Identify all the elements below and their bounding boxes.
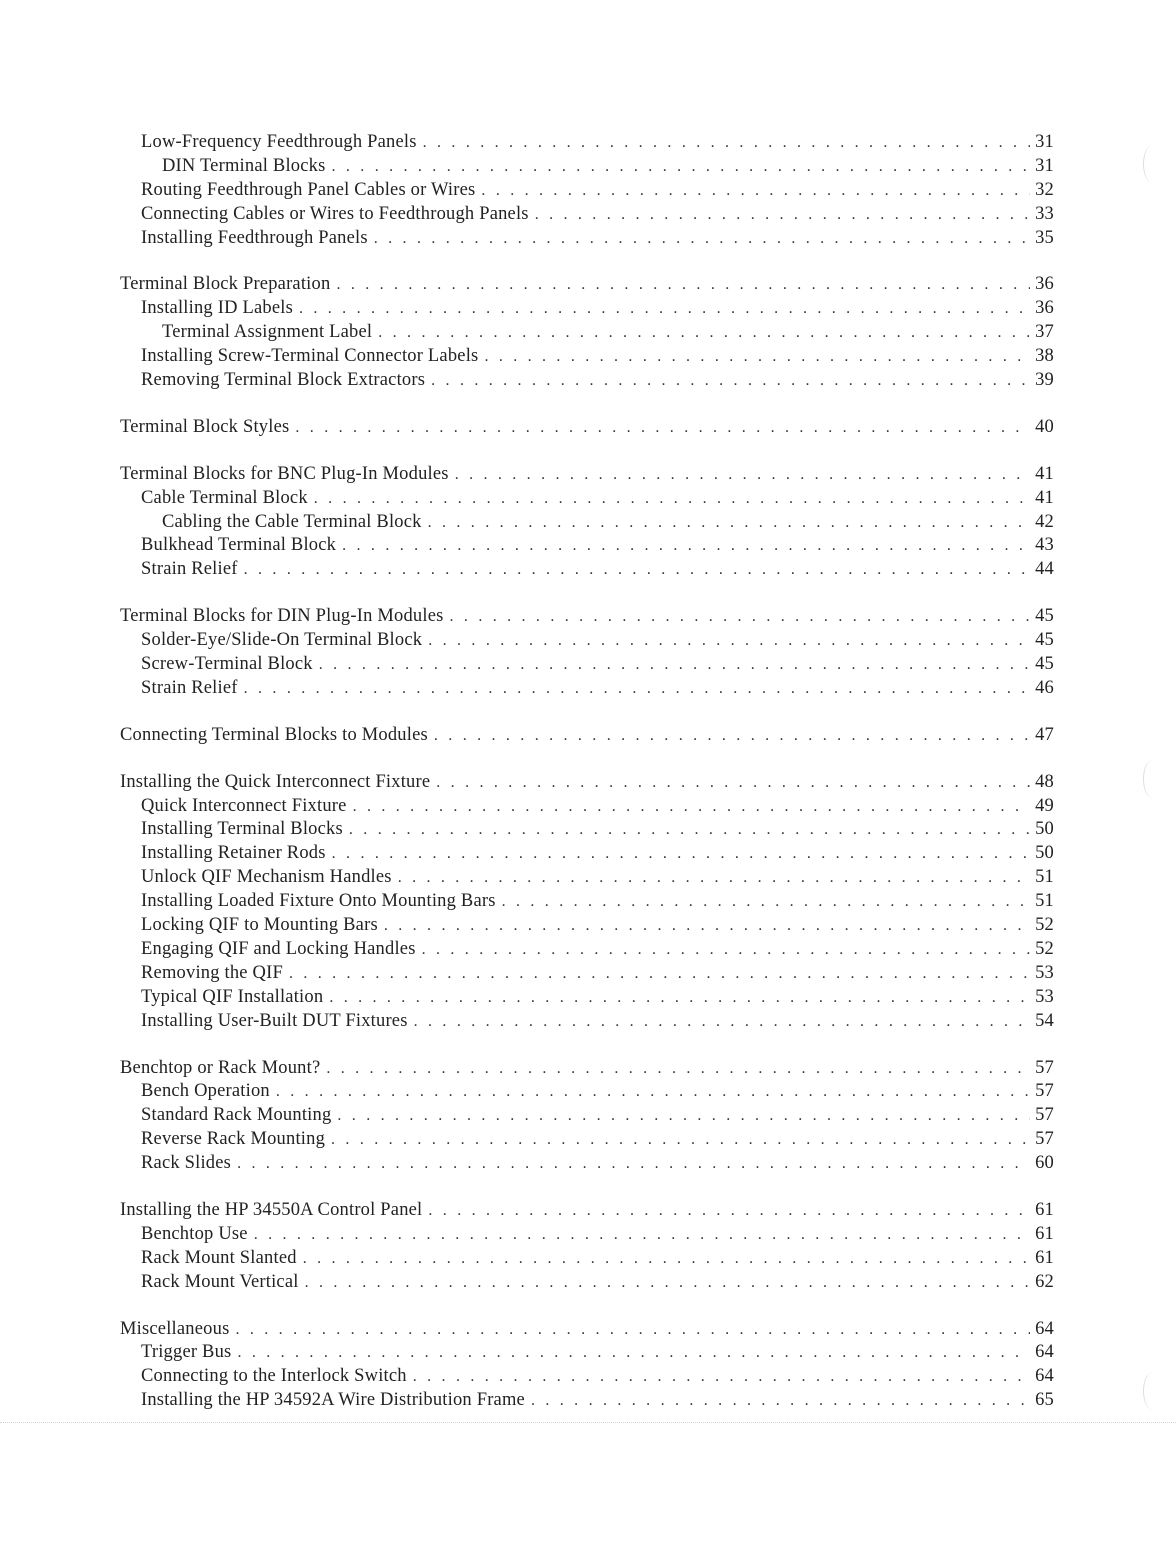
toc-entry-title: Strain Relief <box>141 677 238 698</box>
toc-entry[interactable] <box>120 179 1054 203</box>
toc-section <box>120 131 1054 250</box>
dot-leader <box>303 1247 1030 1271</box>
toc-entry-page-number: 64 <box>1035 1318 1054 1339</box>
toc-entry[interactable] <box>120 1152 1054 1176</box>
toc-entry-title: Installing Terminal Blocks <box>141 819 343 840</box>
toc-entry-title: Installing Retainer Rods <box>141 843 326 864</box>
toc-entry-title: Routing Feedthrough Panel Cables or Wires <box>141 179 476 200</box>
dot-leader <box>423 131 1030 155</box>
toc-entry-title: Installing the Quick Interconnect Fixture <box>120 771 431 792</box>
toc-entry-page-number: 37 <box>1035 322 1054 343</box>
toc-entry-page-number: 44 <box>1035 559 1054 580</box>
toc-entry-title: Benchtop Use <box>141 1223 248 1244</box>
toc-entry-title: Terminal Assignment Label <box>162 322 373 343</box>
toc-entry[interactable] <box>120 1223 1054 1247</box>
toc-entry[interactable] <box>120 1365 1054 1389</box>
toc-entry-page-number: 52 <box>1035 938 1054 959</box>
toc-entry-page-number: 61 <box>1035 1247 1054 1268</box>
dot-leader <box>276 1080 1030 1104</box>
toc-entry[interactable] <box>120 1080 1054 1104</box>
dot-leader <box>314 487 1030 511</box>
dot-leader <box>502 890 1030 914</box>
toc-section <box>120 724 1054 748</box>
toc-entry-title: Typical QIF Installation <box>141 986 324 1007</box>
toc-entry[interactable] <box>120 463 1054 487</box>
dot-leader <box>289 962 1030 986</box>
toc-entry-title: Connecting Terminal Blocks to Modules <box>120 724 428 745</box>
toc-entry-title: Low-Frequency Feedthrough Panels <box>141 132 417 152</box>
dot-leader <box>422 938 1030 962</box>
dot-leader <box>332 155 1031 179</box>
toc-entry-page-number: 38 <box>1035 346 1054 367</box>
toc-entry-page-number: 60 <box>1035 1153 1054 1174</box>
toc-entry-page-number: 39 <box>1035 370 1054 391</box>
toc-entry-title: Removing the QIF <box>141 962 283 983</box>
dot-leader <box>319 653 1030 677</box>
toc-entry[interactable] <box>120 1341 1054 1365</box>
toc-section <box>120 1199 1054 1295</box>
toc-entry[interactable] <box>120 1199 1054 1223</box>
binder-hole-mark-top <box>1143 145 1162 183</box>
toc-entry[interactable] <box>120 1271 1054 1295</box>
toc-entry-page-number: 36 <box>1035 274 1054 295</box>
dot-leader <box>305 1271 1030 1295</box>
dot-leader <box>378 321 1030 345</box>
toc-entry-title: Bulkhead Terminal Block <box>141 535 337 556</box>
toc-entry[interactable] <box>120 1010 1054 1034</box>
dot-leader <box>484 345 1030 369</box>
toc-entry[interactable] <box>120 1104 1054 1128</box>
toc-section <box>120 1318 1054 1414</box>
toc-entry-page-number: 35 <box>1035 227 1054 248</box>
binder-hole-mark-middle <box>1143 760 1162 798</box>
dot-leader <box>531 1389 1030 1413</box>
toc-entry-title: Engaging QIF and Locking Handles <box>141 938 416 959</box>
toc-entry-title: Cable Terminal Block <box>141 487 308 508</box>
toc-entry[interactable] <box>120 629 1054 653</box>
toc-entry[interactable] <box>120 297 1054 321</box>
toc-entry-title: DIN Terminal Blocks <box>162 155 326 176</box>
dot-leader <box>374 227 1030 251</box>
toc-entry[interactable] <box>120 321 1054 345</box>
toc-entry-page-number: 57 <box>1035 1105 1054 1126</box>
toc-entry-page-number: 57 <box>1035 1129 1054 1150</box>
dot-leader <box>326 1057 1030 1081</box>
toc-entry-title: Installing Loaded Fixture Onto Mounting Bars <box>141 891 496 912</box>
toc-entry-page-number: 61 <box>1035 1199 1054 1220</box>
toc-entry-title: Installing the HP 34550A Control Panel <box>120 1199 423 1220</box>
dot-leader <box>349 818 1030 842</box>
table-of-contents <box>120 131 1054 1436</box>
dot-leader <box>244 677 1030 701</box>
toc-entry-page-number: 45 <box>1035 630 1054 651</box>
toc-section <box>120 416 1054 440</box>
dot-leader <box>353 795 1030 819</box>
toc-entry[interactable] <box>120 558 1054 582</box>
toc-entry-title: Connecting Cables or Wires to Feedthrough Panels <box>141 203 529 224</box>
toc-entry-title: Installing ID Labels <box>141 298 293 319</box>
toc-section <box>120 1057 1054 1176</box>
toc-entry-page-number: 54 <box>1035 1010 1054 1031</box>
toc-entry-page-number: 61 <box>1035 1223 1054 1244</box>
toc-entry[interactable] <box>120 155 1054 179</box>
toc-entry[interactable] <box>120 605 1054 629</box>
toc-entry-page-number: 62 <box>1035 1271 1054 1292</box>
toc-section <box>120 771 1054 1034</box>
toc-entry-title: Installing Feedthrough Panels <box>141 227 368 248</box>
toc-entry-page-number: 31 <box>1035 132 1054 152</box>
dot-leader <box>295 416 1030 440</box>
toc-entry-title: Unlock QIF Mechanism Handles <box>141 867 392 888</box>
toc-entry[interactable] <box>120 1247 1054 1271</box>
toc-entry-page-number: 43 <box>1035 535 1054 556</box>
toc-entry-title: Solder-Eye/Slide-On Terminal Block <box>141 630 423 651</box>
toc-entry-page-number: 32 <box>1035 179 1054 200</box>
toc-entry-title: Bench Operation <box>141 1081 270 1102</box>
dot-leader <box>337 1104 1030 1128</box>
toc-entry-page-number: 49 <box>1035 795 1054 816</box>
toc-entry-title: Terminal Blocks for DIN Plug-In Modules <box>120 606 444 627</box>
toc-entry[interactable] <box>120 962 1054 986</box>
toc-entry-title: Terminal Block Preparation <box>120 274 331 295</box>
toc-entry-page-number: 42 <box>1035 511 1054 532</box>
toc-entry[interactable] <box>120 273 1054 297</box>
dot-leader <box>342 534 1030 558</box>
toc-entry-page-number: 57 <box>1035 1081 1054 1102</box>
dot-leader <box>329 986 1030 1010</box>
toc-entry[interactable] <box>120 653 1054 677</box>
dot-leader <box>455 463 1030 487</box>
toc-entry-title: Terminal Blocks for BNC Plug-In Modules <box>120 463 449 484</box>
dot-leader <box>481 179 1030 203</box>
toc-entry-title: Benchtop or Rack Mount? <box>120 1057 321 1078</box>
toc-entry[interactable] <box>120 986 1054 1010</box>
toc-entry[interactable] <box>120 724 1054 748</box>
toc-entry-page-number: 33 <box>1035 203 1054 224</box>
toc-entry-title: Rack Slides <box>141 1153 232 1174</box>
toc-entry-title: Locking QIF to Mounting Bars <box>141 915 378 936</box>
toc-entry-title: Standard Rack Mounting <box>141 1105 332 1126</box>
toc-entry[interactable] <box>120 1389 1054 1413</box>
toc-entry[interactable] <box>120 914 1054 938</box>
toc-entry-title: Miscellaneous <box>120 1318 230 1339</box>
toc-entry-page-number: 53 <box>1035 962 1054 983</box>
toc-entry[interactable] <box>120 131 1054 155</box>
dot-leader <box>450 605 1030 629</box>
dot-leader <box>331 1128 1030 1152</box>
toc-entry[interactable] <box>120 677 1054 701</box>
toc-entry-page-number: 45 <box>1035 654 1054 675</box>
toc-entry-title: Installing the HP 34592A Wire Distribution Frame <box>141 1390 525 1411</box>
dot-leader <box>237 1341 1030 1365</box>
dot-leader <box>535 203 1030 227</box>
toc-entry-page-number: 52 <box>1035 915 1054 936</box>
toc-entry[interactable] <box>120 511 1054 535</box>
toc-entry-title: Strain Relief <box>141 559 238 580</box>
dot-leader <box>336 273 1030 297</box>
dot-leader <box>244 558 1030 582</box>
toc-entry-page-number: 41 <box>1035 487 1054 508</box>
dot-leader <box>431 369 1030 393</box>
dot-leader <box>235 1318 1030 1342</box>
toc-section <box>120 463 1054 582</box>
toc-entry-page-number: 64 <box>1035 1342 1054 1363</box>
toc-entry-page-number: 31 <box>1035 155 1054 176</box>
toc-entry-title: Terminal Block Styles <box>120 416 290 437</box>
toc-entry[interactable] <box>120 890 1054 914</box>
toc-entry-page-number: 46 <box>1035 677 1054 698</box>
toc-entry-title: Screw-Terminal Block <box>141 654 313 675</box>
toc-entry-page-number: 51 <box>1035 867 1054 888</box>
toc-entry-page-number: 51 <box>1035 891 1054 912</box>
toc-entry-page-number: 47 <box>1035 724 1054 745</box>
toc-section <box>120 273 1054 392</box>
dot-leader <box>398 866 1030 890</box>
toc-entry-page-number: 40 <box>1035 416 1054 437</box>
toc-entry-page-number: 53 <box>1035 986 1054 1007</box>
toc-entry-page-number: 36 <box>1035 298 1054 319</box>
toc-entry[interactable] <box>120 203 1054 227</box>
toc-entry-page-number: 41 <box>1035 463 1054 484</box>
toc-entry[interactable] <box>120 842 1054 866</box>
toc-entry-page-number: 64 <box>1035 1366 1054 1387</box>
toc-entry-title: Quick Interconnect Fixture <box>141 795 347 816</box>
dot-leader <box>237 1152 1030 1176</box>
toc-entry[interactable] <box>120 938 1054 962</box>
toc-entry[interactable] <box>120 771 1054 795</box>
toc-entry-page-number: 50 <box>1035 819 1054 840</box>
toc-entry[interactable] <box>120 1318 1054 1342</box>
dot-leader <box>332 842 1030 866</box>
dot-leader <box>428 511 1030 535</box>
toc-entry[interactable] <box>120 1128 1054 1152</box>
toc-entry-title: Reverse Rack Mounting <box>141 1129 326 1150</box>
toc-entry-title: Installing User-Built DUT Fixtures <box>141 1010 408 1031</box>
dot-leader <box>428 629 1030 653</box>
toc-entry[interactable] <box>120 795 1054 819</box>
toc-entry-title: Connecting to the Interlock Switch <box>141 1366 407 1387</box>
toc-entry[interactable] <box>120 487 1054 511</box>
toc-entry[interactable] <box>120 866 1054 890</box>
toc-section <box>120 605 1054 701</box>
toc-entry-title: Trigger Bus <box>141 1342 232 1363</box>
binder-hole-mark-bottom <box>1143 1372 1162 1410</box>
toc-entry-page-number: 48 <box>1035 771 1054 792</box>
dot-leader <box>414 1010 1030 1034</box>
dot-leader <box>428 1199 1030 1223</box>
dot-leader <box>436 771 1030 795</box>
dot-leader <box>299 297 1030 321</box>
toc-entry[interactable] <box>120 818 1054 842</box>
toc-entry[interactable] <box>120 345 1054 369</box>
toc-entry-page-number: 65 <box>1035 1390 1054 1411</box>
toc-entry[interactable] <box>120 227 1054 251</box>
toc-entry-title: Rack Mount Slanted <box>141 1247 297 1268</box>
toc-entry-page-number: 50 <box>1035 843 1054 864</box>
dot-leader <box>254 1223 1030 1247</box>
toc-entry-title: Rack Mount Vertical <box>141 1271 299 1292</box>
dot-leader <box>384 914 1030 938</box>
toc-entry[interactable] <box>120 1057 1054 1081</box>
toc-entry-title: Removing Terminal Block Extractors <box>141 370 426 391</box>
toc-entry[interactable] <box>120 534 1054 558</box>
dot-leader <box>413 1365 1030 1389</box>
dot-leader <box>434 724 1030 748</box>
toc-entry-page-number: 57 <box>1035 1057 1054 1078</box>
toc-entry-title: Cabling the Cable Terminal Block <box>162 511 422 532</box>
toc-entry[interactable] <box>120 416 1054 440</box>
toc-entry-title: Installing Screw-Terminal Connector Labels <box>141 346 479 367</box>
toc-entry[interactable] <box>120 369 1054 393</box>
scan-edge-line <box>0 1422 1176 1423</box>
toc-entry-page-number: 45 <box>1035 606 1054 627</box>
